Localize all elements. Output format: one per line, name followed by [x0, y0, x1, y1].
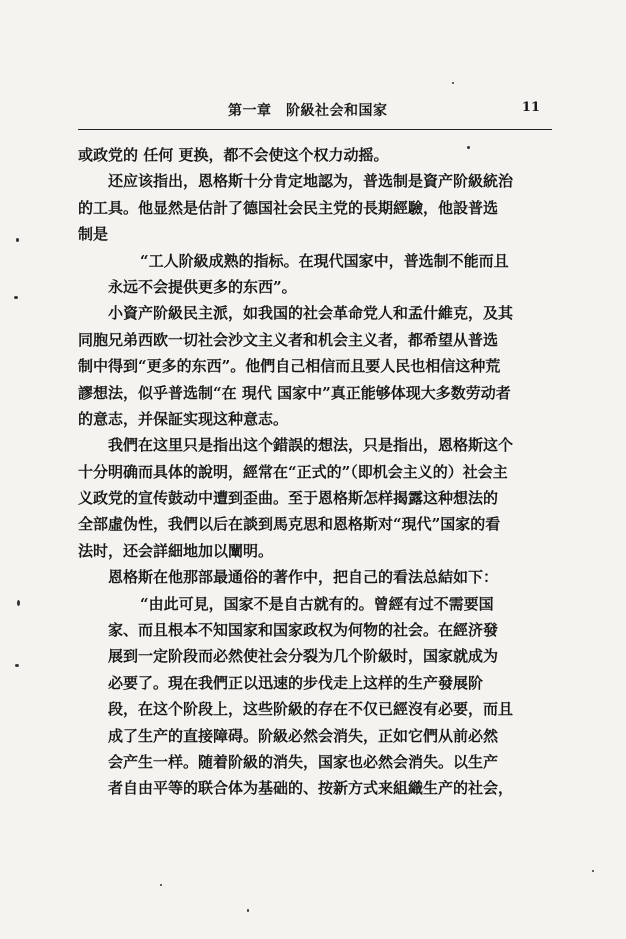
speck: [15, 664, 19, 667]
speck: [467, 146, 470, 149]
quote-line: 者自由平等的联合体为基础的、按新方式来組織生产的社会，: [108, 779, 514, 798]
text-line: 同胞兄弟西欧一切社会沙文主义者和机会主义者，都希望从普选: [78, 330, 499, 349]
speck: [16, 238, 19, 242]
quote-line: 永远不会提供更多的东西”。: [108, 277, 297, 296]
text-line: 全部虛伪性，我們以后在談到馬克思和恩格斯对“現代”国家的看: [78, 515, 501, 534]
text-line: 法时，还会詳細地加以闡明。: [78, 541, 274, 560]
text-line: 制中得到“更多的东西”。他們自己相信而且要人民也相信这种荒: [78, 357, 501, 376]
body-text: [78, 142, 554, 802]
text-line: 义政党的宣传鼓动中遭到歪曲。至于恩格斯怎样揭露这种想法的: [78, 489, 499, 508]
text-line: 还应该指出，恩格斯十分肯定地認为，普选制是資产阶級統治: [108, 172, 514, 191]
text-line: 我們在这里只是指出这个錯誤的想法，只是指出，恩格斯这个: [108, 436, 514, 455]
quote-line: 成了生产的直接障碍。阶級必然会消失，正如它們从前必然: [108, 726, 499, 745]
text-line: 制是: [78, 225, 109, 244]
chapter-title: 第一章 阶級社会和国家: [228, 103, 388, 119]
quote-line: 会产生一样。随着阶級的消失，国家也必然会消失。以生产: [108, 752, 499, 771]
header-rule: [78, 129, 552, 130]
text-line: 的意志，并保証实现这种意志。: [78, 409, 289, 428]
text-line: 小資产阶級民主派，如我国的社会革命党人和孟什維克，及其: [108, 304, 514, 323]
speck: [247, 909, 249, 912]
speck: [592, 870, 594, 872]
quote-line: “工人阶級成熟的指标。在現代国家中，普选制不能而且: [140, 251, 509, 270]
text-line: 謬想法，似乎普选制“在 現代 国家中”真正能够体现大多数劳动者: [78, 383, 511, 402]
quote-line: 必要了。現在我們正以迅速的步伐走上这样的生产發展阶: [108, 673, 484, 692]
quote-line: “由此可見，国家不是自古就有的。曾經有过不需要国: [140, 594, 494, 613]
text-line: 恩格斯在他那部最通俗的著作中，把自己的看法总結如下：: [108, 568, 499, 587]
speck: [452, 82, 454, 84]
quote-line: 家、而且根本不知国家和国家政权为何物的社会。在經济發: [108, 621, 499, 640]
page-number: 11: [521, 100, 540, 115]
text-line: 或政党的 任何 更换，都不会使这个权力动摇。: [78, 146, 389, 164]
quote-line: 展到一定阶段而必然使社会分裂为几个阶級时，国家就成为: [108, 647, 499, 666]
speck: [14, 296, 18, 299]
quote-line: 段，在这个阶段上，这些阶級的存在不仅已經沒有必要，而且: [108, 700, 514, 719]
text-line: 的工具。他显然是估計了德国社会民主党的長期經驗，他設普选: [78, 198, 499, 217]
running-header: [78, 96, 548, 124]
speck: [160, 884, 162, 886]
text-line: 十分明确而具体的說明，經常在“正式的”（即机会主义的）社会主: [78, 462, 508, 481]
speck: [17, 600, 20, 606]
